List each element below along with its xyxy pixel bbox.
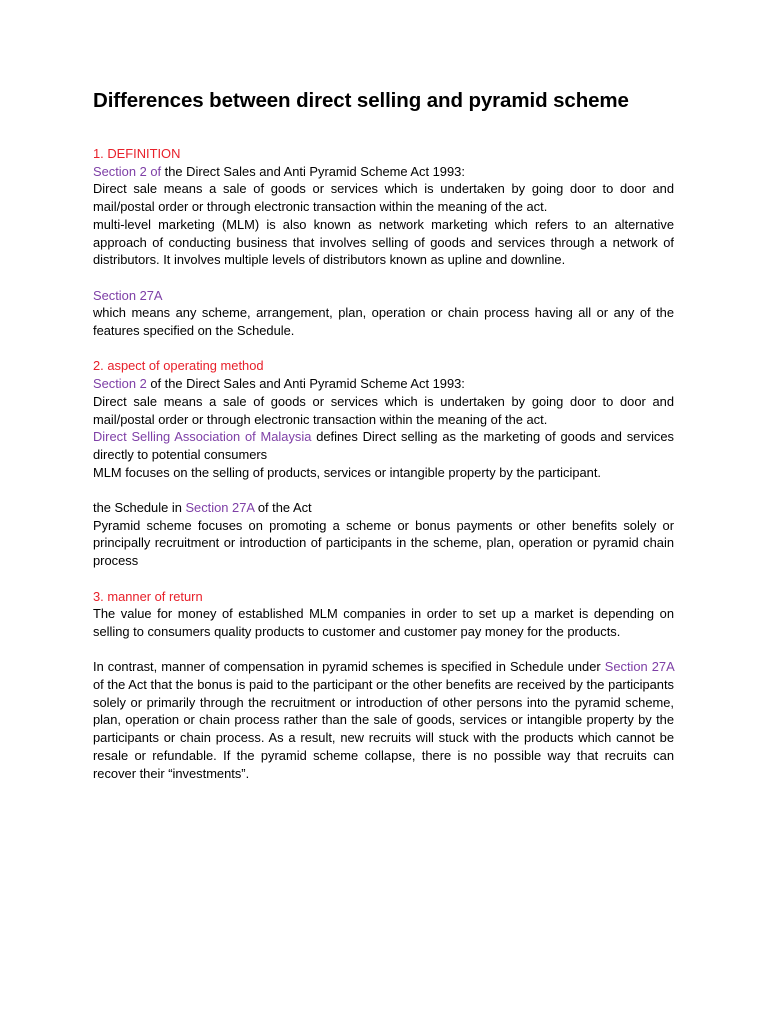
section-27a-reference: Section 27A xyxy=(185,500,255,516)
dsam-text: defines Direct selling as the marketing of goods and services directly to potential consumers xyxy=(93,429,674,462)
section-heading-operating-method: 2. aspect of operating method xyxy=(93,358,264,374)
section-definition xyxy=(93,145,674,340)
act-reference-text: of the Direct Sales and Anti Pyramid Scheme Act 1993: xyxy=(146,376,465,392)
act-reference-line xyxy=(93,163,674,181)
section-reference: Section 2 of xyxy=(93,163,162,179)
section-heading-definition: 1. DEFINITION xyxy=(93,146,181,161)
pyramid-compensation-paragraph xyxy=(93,658,674,782)
section-reference: Section 2 xyxy=(93,376,147,392)
spacer xyxy=(93,570,674,588)
compensation-text-pre: In contrast, manner of compensation in pyramid schemes is specified in Schedule under xyxy=(93,659,605,675)
spacer xyxy=(93,269,674,287)
schedule-text-post: of the Act xyxy=(254,500,312,516)
act-reference-line xyxy=(93,375,674,393)
document-title: Differences between direct selling and pyramid scheme xyxy=(93,89,629,112)
spacer xyxy=(93,481,674,499)
section-27a-definition: which means any scheme, arrangement, plan, operation or chain process having all or any of the features specified on the Schedule. xyxy=(93,305,674,339)
compensation-text-post: of the Act that the bonus is paid to the participant or the other benefits are received by the participants solely or primarily through the recruitment or introduction of other persons into the pyramid scheme, plan, operation or chain process rather than the sale of goods, services or intangible property by the participants or chain process. As a result, new recruits will stuck with the products which cannot be resale or refundable. If the pyramid scheme collapse, there is no possible way that recruits can recover their “investments”. xyxy=(93,677,674,781)
mlm-focus: MLM focuses on the selling of products, services or intangible property by the participant. xyxy=(93,464,602,480)
section-27a-reference: Section 27A xyxy=(93,287,163,303)
schedule-text-pre: the Schedule in xyxy=(93,500,186,516)
schedule-reference-line xyxy=(93,499,674,517)
spacer xyxy=(93,340,674,358)
document-page xyxy=(93,88,674,782)
section-heading-manner-of-return: 3. manner of return xyxy=(93,588,203,604)
section-manner-of-return xyxy=(93,588,674,783)
section-operating-method xyxy=(93,357,674,569)
act-reference-text: the Direct Sales and Anti Pyramid Scheme Act 1993: xyxy=(161,163,465,179)
dsam-reference: Direct Selling Association of Malaysia xyxy=(93,429,312,445)
mlm-definition: multi-level marketing (MLM) is also known as network marketing which refers to an alternative approach of conducting business that involves selling of goods and services through a network of distributors. It involves multiple levels of distributors known as upline and downline. xyxy=(93,216,674,268)
dsam-definition xyxy=(93,428,674,463)
pyramid-scheme-focus: Pyramid scheme focuses on promoting a scheme or bonus payments or other benefits solely or principally recruitment or introduction of participants in the scheme, plan, operation or pyramid chain process xyxy=(93,517,674,569)
section-27a-reference: Section 27A xyxy=(604,659,674,675)
spacer xyxy=(93,641,674,659)
direct-sale-definition: Direct sale means a sale of goods or services which is undertaken by going door to door and mail/postal order or through electronic transaction within the meaning of the act. xyxy=(93,393,674,427)
mlm-value-paragraph: The value for money of established MLM companies in order to set up a market is depending on selling to consumers quality products to customer and customer pay money for the products. xyxy=(93,606,674,639)
direct-sale-definition: Direct sale means a sale of goods or services which is undertaken by going door to door and mail/postal order or through electronic transaction within the meaning of the act. xyxy=(93,181,674,215)
